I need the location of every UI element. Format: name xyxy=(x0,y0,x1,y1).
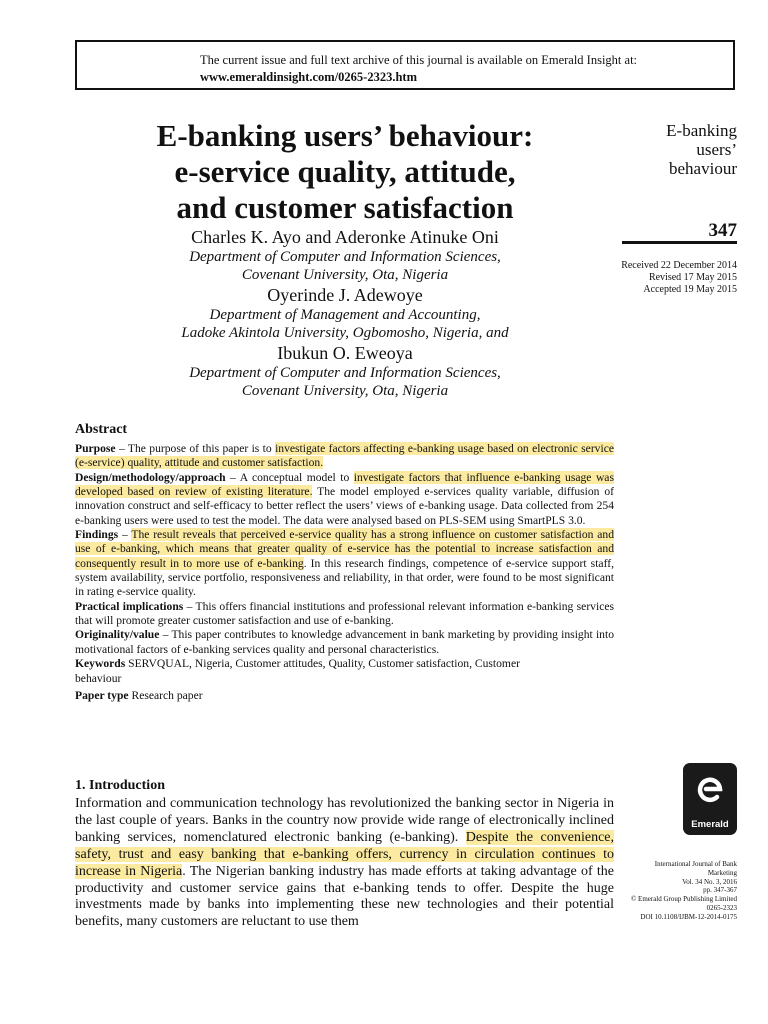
author-affiliation: Department of Computer and Information Sciences, xyxy=(189,365,501,381)
page-number: 347 xyxy=(708,220,737,241)
author-affiliation: Ladoke Akintola University, Ogbomosho, Nigeria, and xyxy=(181,325,509,341)
design-text: A conceptual model to xyxy=(239,470,354,484)
citation-line: pp. 347-367 xyxy=(703,886,737,895)
running-head xyxy=(597,121,737,178)
originality-label: Originality/value xyxy=(75,628,160,642)
dash: – xyxy=(115,442,128,455)
running-head-line: behaviour xyxy=(669,159,737,178)
introduction-heading: 1. Introduction xyxy=(75,778,165,793)
page-number-rule xyxy=(622,241,737,244)
design-label: Design/methodology/approach xyxy=(75,470,226,484)
accepted-date: Accepted 19 May 2015 xyxy=(643,284,737,295)
author-affiliation: Covenant University, Ota, Nigeria xyxy=(241,267,449,283)
doi-link[interactable]: DOI 10.1108/IJBM-12-2014-0175 xyxy=(640,912,737,921)
abstract-purpose xyxy=(75,442,614,471)
dash: – xyxy=(118,528,132,542)
findings-text-rest: . In this research findings, competence of e-service support staff, system availability, service portfolio, responsiveness and reliability, in that order, were found to be most significant in rating e-service quality. xyxy=(75,556,614,599)
emerald-logo xyxy=(683,763,737,835)
paper-title xyxy=(80,118,610,226)
intro-text: Information and communication technology has revolutionized the banking sector in Nigeria in the last couple of years. Banks in the country now provide wide range of electronically inclined banking services, nomenclatured electronic banking (e-banking). xyxy=(75,796,614,845)
received-date: Received 22 December 2014 xyxy=(621,260,737,271)
abstract-keywords xyxy=(75,657,545,686)
journal-citation xyxy=(607,860,737,922)
dash: – xyxy=(159,628,172,642)
title-line: E-banking users’ behaviour: xyxy=(156,118,534,153)
paper-type-label: Paper type xyxy=(75,688,129,702)
purpose-label: Purpose xyxy=(75,442,116,455)
introduction-paragraph xyxy=(75,796,614,931)
intro-text-rest: . The Nigerian banking industry has made efforts at taking advantage of the productivity and customer service gains that e-banking tends to offer. Despite the huge investments made by banks into implementing these new technologies and their potential benefits, many customers are reluctant to use them xyxy=(75,863,614,930)
paper-type-text: Research paper xyxy=(128,688,203,702)
purpose-text: The purpose of this paper is to xyxy=(127,442,276,455)
abstract-design xyxy=(75,471,614,528)
author-affiliation: Covenant University, Ota, Nigeria xyxy=(241,383,449,399)
author-affiliation: Department of Management and Accounting, xyxy=(209,307,481,323)
purpose-highlight: investigate factors affecting e-banking usage based on electronic service (e-service) quality, attitude and customer satisfaction. xyxy=(75,442,614,470)
abstract-findings xyxy=(75,528,614,600)
author-block xyxy=(80,226,610,284)
title-line: and customer satisfaction xyxy=(176,190,514,225)
abstract-originality xyxy=(75,628,614,657)
running-head-line: users’ xyxy=(696,140,737,159)
abstract-practical xyxy=(75,600,614,629)
keywords-text: SERVQUAL, Nigeria, Customer attitudes, Quality, Customer satisfaction, Customer behaviour xyxy=(75,657,520,685)
citation-line: Marketing xyxy=(707,868,737,877)
citation-line: © Emerald Group Publishing Limited xyxy=(630,895,737,904)
practical-label: Practical implications xyxy=(75,599,184,613)
keywords-label: Keywords xyxy=(75,657,126,671)
practical-text: This offers financial institutions and professional relevant information e-banking services that will promote greater customer satisfaction and use of e-banking. xyxy=(75,599,614,628)
author-block xyxy=(80,284,610,342)
dash: – xyxy=(183,599,196,613)
emerald-swirl-icon xyxy=(683,763,737,819)
revised-date: Revised 17 May 2015 xyxy=(648,272,737,283)
journal-url-link[interactable]: www.emeraldinsight.com/0265-2323.htm xyxy=(200,70,417,84)
introduction-section xyxy=(75,778,614,931)
logo-text: Emerald xyxy=(691,819,729,830)
author-block xyxy=(80,342,610,400)
findings-highlight: The result reveals that perceived e-service quality has a strong influence on customer satisfaction and use of e-banking, which means that greater quality of e-service has the potential to increase satisfaction and consequently result in to more use of e-banking xyxy=(75,528,614,570)
submission-dates xyxy=(621,260,737,296)
author-name: Charles K. Ayo and Aderonke Atinuke Oni xyxy=(191,227,499,247)
author-name: Ibukun O. Eweoya xyxy=(277,343,413,363)
design-highlight: investigate factors that influence e-banking usage was developed based on review of existing literature. xyxy=(75,470,614,499)
citation-line: 0265-2323 xyxy=(706,903,737,912)
author-name: Oyerinde J. Adewoye xyxy=(267,285,423,305)
findings-label: Findings xyxy=(75,528,119,542)
intro-highlight: Despite the convenience, safety, trust and easy banking that e-banking offers, currency in circulation continues to increase in Nigeria xyxy=(75,829,614,879)
dash: – xyxy=(225,470,240,484)
citation-line: International Journal of Bank xyxy=(654,860,737,868)
abstract-heading: Abstract xyxy=(75,422,128,437)
abstract-section xyxy=(75,422,614,703)
journal-notice-box xyxy=(75,40,735,90)
title-line: e-service quality, attitude, xyxy=(174,154,516,189)
citation-line: Vol. 34 No. 3, 2016 xyxy=(682,877,737,886)
originality-text: This paper contributes to knowledge advancement in bank marketing by providing insight into motivational factors of e-banking services quality and personal characteristics. xyxy=(75,628,614,656)
author-affiliation: Department of Computer and Information Sciences, xyxy=(189,249,501,265)
notice-text: The current issue and full text archive of this journal is available on Emerald Insight at: xyxy=(200,53,638,67)
design-text-rest: The model employed e-services quality variable, diffusion of innovation construct and self-efficacy to better reflect the users’ views of e-banking usage. Data collected from 254 e-banking users were used to test the model. The data were analysed based on PLS-SEM using SmartPLS 3.0. xyxy=(75,485,614,527)
abstract-paper-type xyxy=(75,689,614,703)
running-head-line: E-banking xyxy=(666,121,737,140)
